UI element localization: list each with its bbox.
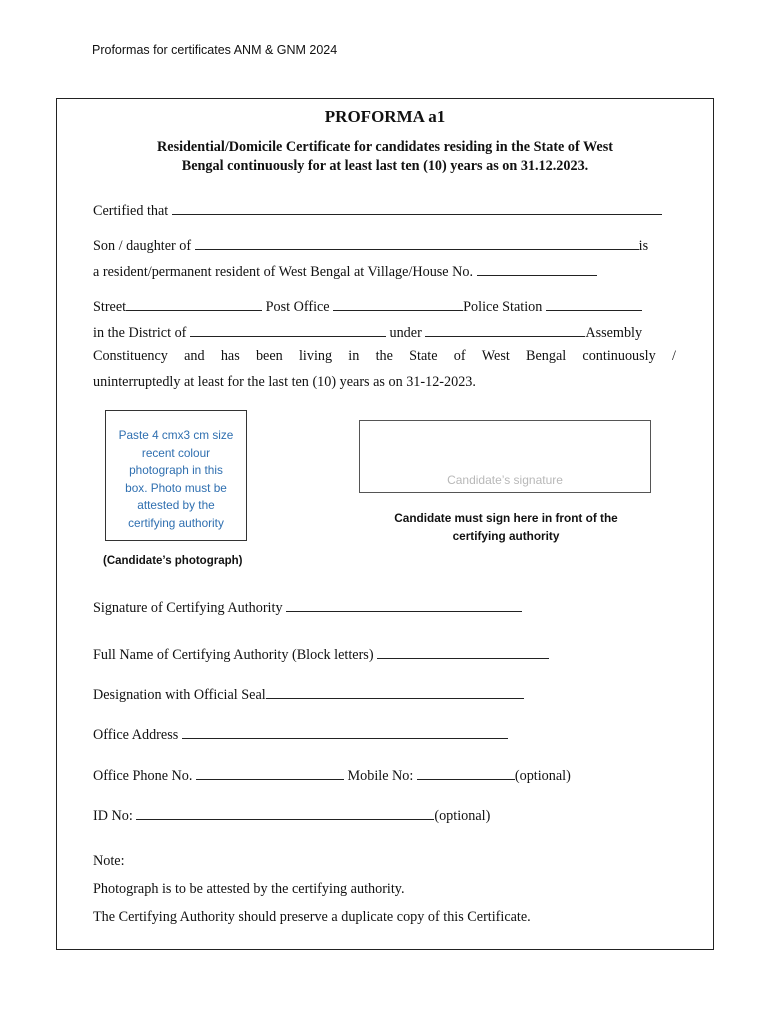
photo-instruction-line: box. Photo must be: [125, 480, 227, 495]
certified-that-row: [93, 200, 662, 220]
office-address-row: [93, 724, 508, 744]
office-phone-blank[interactable]: [196, 765, 344, 780]
designation-label: Designation with Official Seal: [93, 687, 266, 703]
subtitle-line-2: Bengal continuously for at least last ten (10) years as on 31.12.2023.: [181, 158, 589, 174]
office-phone-label: Office Phone No.: [93, 768, 193, 784]
word: in: [348, 348, 360, 364]
signature-caption-line-1: Candidate must sign here in front of the: [394, 511, 618, 525]
parent-name-blank-1[interactable]: [195, 235, 383, 250]
word: living: [298, 348, 333, 364]
office-address-label: Office Address: [93, 727, 179, 743]
photo-instruction-line: certifying authority: [128, 515, 224, 530]
resident-label: a resident/permanent resident of West Bengal at Village/House No.: [93, 264, 474, 280]
assembly-blank[interactable]: [425, 322, 585, 337]
word: Constituency: [93, 348, 168, 364]
full-name-blank[interactable]: [377, 644, 549, 659]
district-label: in the District of: [93, 325, 187, 341]
office-address-blank[interactable]: [182, 724, 508, 739]
uninterrupted-row: uninterruptedly at least for the last ten (10) years as on 31-12-2023.: [93, 374, 476, 390]
son-daughter-label: Son / daughter of: [93, 238, 192, 254]
post-office-label: Post Office: [265, 299, 330, 315]
district-blank[interactable]: [190, 322, 386, 337]
word: Bengal: [526, 348, 567, 364]
certified-name-blank[interactable]: [172, 200, 662, 215]
proforma-subtitle: [100, 138, 670, 176]
district-row: [93, 322, 642, 342]
photo-instruction-line: attested by the: [137, 498, 215, 513]
id-no-blank[interactable]: [136, 805, 434, 820]
police-station-label: Police Station: [463, 299, 543, 315]
resident-row: [93, 261, 597, 281]
village-house-blank[interactable]: [477, 261, 597, 276]
street-blank[interactable]: [126, 296, 262, 311]
word: /: [671, 348, 676, 364]
is-label: is: [638, 238, 649, 254]
street-row: [93, 296, 642, 316]
constituency-row: [93, 347, 676, 365]
id-optional-label: (optional): [434, 808, 491, 824]
parent-name-blank-2[interactable]: [383, 235, 639, 250]
office-phone-row: [93, 765, 571, 785]
id-no-label: ID No:: [93, 808, 133, 824]
photo-instruction-line: photograph in this: [129, 463, 223, 478]
word: the: [375, 348, 393, 364]
note-line-2: The Certifying Authority should preserve a duplicate copy of this Certificate.: [93, 909, 531, 925]
full-name-label: Full Name of Certifying Authority (Block letters): [93, 647, 374, 663]
note-line-1: Photograph is to be attested by the certifying authority.: [93, 881, 405, 897]
full-name-row: [93, 644, 549, 664]
police-station-blank[interactable]: [546, 296, 642, 311]
signature-authority-label: Signature of Certifying Authority: [93, 600, 283, 616]
signature-placeholder: Candidate’s signature: [447, 473, 563, 487]
word: continuously: [582, 348, 656, 364]
page-header: Proformas for certificates ANM & GNM 2024: [92, 43, 338, 57]
photo-paste-box: [105, 410, 247, 541]
signature-caption-line-2: certifying authority: [452, 529, 560, 543]
word: and: [184, 348, 205, 364]
subtitle-line-1: Residential/Domicile Certificate for candidates residing in the State of West: [157, 139, 613, 155]
photo-caption: (Candidate’s photograph): [103, 555, 243, 567]
note-heading: Note:: [93, 853, 125, 869]
photo-instruction-line: Paste 4 cmx3 cm size: [118, 428, 234, 442]
mobile-label: Mobile No:: [347, 768, 414, 784]
street-label: Street: [93, 299, 127, 315]
post-office-blank[interactable]: [333, 296, 463, 311]
signature-authority-blank[interactable]: [286, 597, 522, 612]
under-label: under: [389, 325, 422, 341]
candidate-signature-box[interactable]: [359, 420, 651, 493]
designation-blank[interactable]: [266, 684, 524, 699]
certified-that-label: Certified that: [93, 203, 169, 219]
assembly-label: Assembly: [585, 325, 643, 341]
signature-caption: [370, 509, 642, 545]
word: been: [255, 348, 283, 364]
proforma-title: PROFORMA a1: [324, 107, 446, 126]
word: State: [409, 348, 438, 364]
photo-instruction-line: recent colour: [141, 445, 211, 460]
son-daughter-row: [93, 235, 648, 255]
signature-authority-row: [93, 597, 522, 617]
mobile-blank[interactable]: [417, 765, 515, 780]
id-no-row: [93, 805, 490, 825]
word: of: [453, 348, 466, 364]
designation-row: [93, 684, 524, 704]
word: has: [220, 348, 240, 364]
word: West: [481, 348, 510, 364]
mobile-optional-label: (optional): [514, 768, 571, 784]
